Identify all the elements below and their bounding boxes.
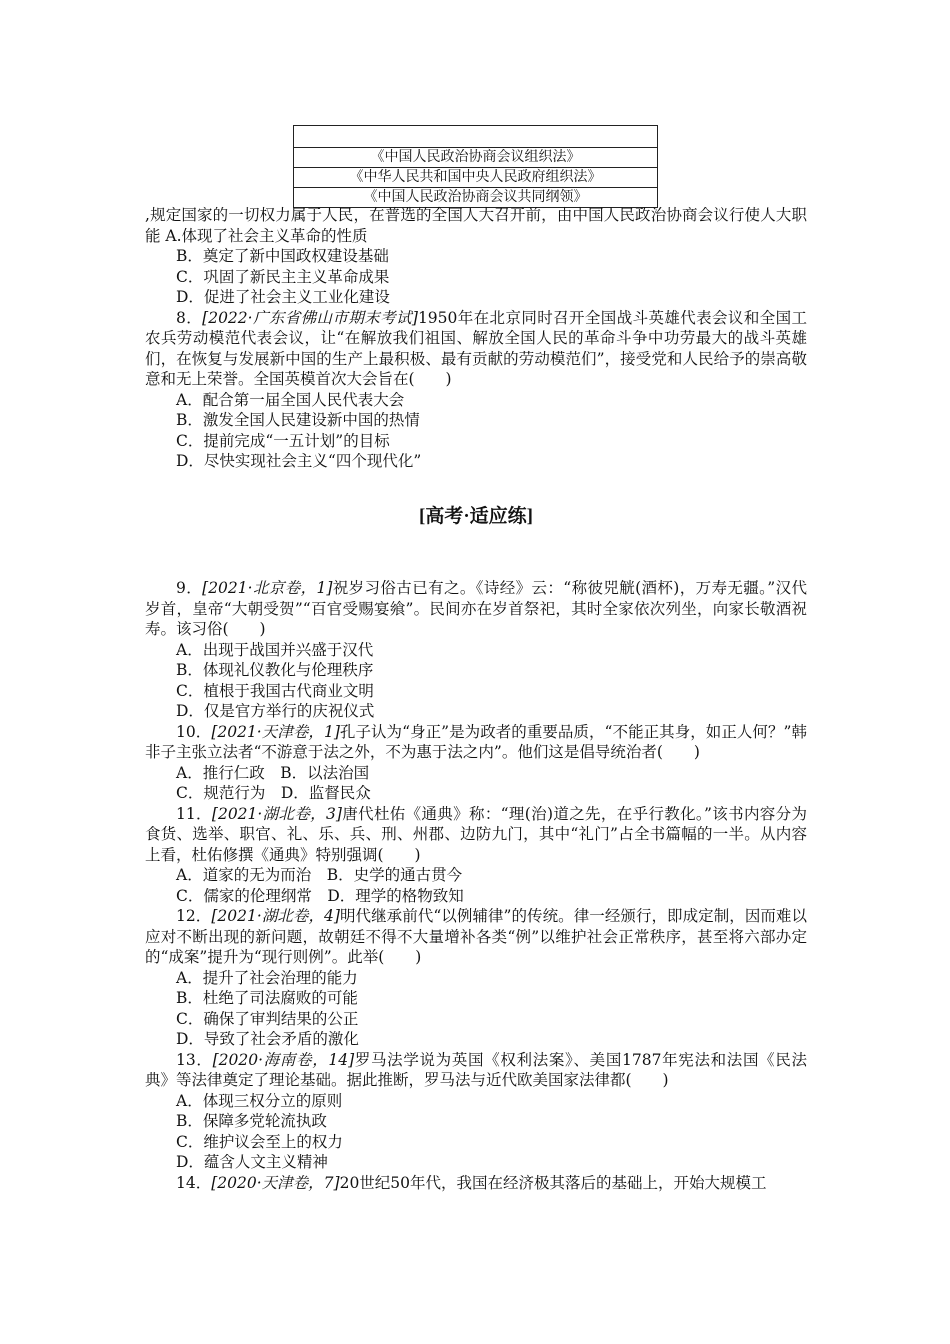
q12-option-a: A．提升了社会治理的能力 [176,968,358,987]
q11-option-ab: A．道家的无为而治 B．史学的通古贯今 [176,866,463,884]
q11-option-cd: C．儒家的伦理纲常 D．理学的格物致知 [176,886,464,905]
q13-stem [145,1050,807,1091]
question-content [145,205,807,1193]
q10-option-cd: C．规范行为 D．监督民众 [176,784,371,802]
q8-option-c: C．提前完成“一五计划”的目标 [176,431,390,450]
table-row: 《中华人民共和国中央人民政府组织法》 [294,167,657,187]
q12-option-d: D．导致了社会矛盾的激化 [176,1030,359,1048]
q8-option-b: B．激发全国人民建设新中国的热情 [176,411,420,429]
section-title: [高考·适应练] [419,505,533,527]
q9-text: 祝岁习俗古已有之。《诗经》云：“称彼兕觥(酒杯)，万寿无疆。”汉代岁首，皇帝“大朝受贺”“百官受赐宴飨”。民间亦在岁首祭祀，其时全家依次列坐，向家长敬酒祝寿。该习俗( ) [145,579,807,638]
q9-source: [2021·北京卷，1] [202,579,333,597]
q13-option-b: B．保障多党轮流执政 [176,1112,327,1130]
q8-option-a: A．配合第一届全国人民代表大会 [176,390,405,409]
q7-option-b: B．奠定了新中国政权建设基础 [176,247,389,265]
table-header-row [294,126,657,147]
q14-source: [2020·天津卷，7] [211,1173,340,1192]
q9-option-d: D．仅是官方举行的庆祝仪式 [176,702,375,720]
q12-source: [2021·湖北卷，4] [211,907,340,925]
q9-number: 9． [176,579,203,597]
q12-number: 12． [176,907,212,925]
q11-text: 唐代杜佑《通典》称：“理(治)道之先，在乎行教化。”该书内容分为食货、选举、职官、礼、乐、兵、刑、州郡、边防九门，其中“礼门”占全书篇幅的一半。从内容上看，杜佑修撰《通典》特别强调( ) [145,804,807,864]
q9-option-b: B．体现礼仪教化与伦理秩序 [176,661,374,679]
q8-stem [145,308,807,390]
q8-source: [2022·广东省佛山市期末考试] [202,308,418,327]
q13-number: 13． [176,1050,213,1069]
q11-stem [145,804,807,866]
q10-text: 孔子认为“身正”是为政者的重要品质，“不能正其身，如正人何？”韩非子主张立法者“不游意于法之外，不为惠于法之内”。他们这是倡导统治者( ) [145,722,807,761]
q10-number: 10． [176,722,212,741]
q10-option-ab: A．推行仁政 B．以法治国 [176,763,370,782]
q12-text: 明代继承前代“以例辅律”的传统。律一经颁行，即成定制，因而难以应对不断出现的新问题，故朝廷不得不大量增补各类“例”以维护社会正常秩序，甚至将六部办定的“成案”提升为“现行则例”。此举( ) [145,907,807,966]
q9-option-c: C．植根于我国古代商业文明 [176,681,374,700]
table-row: 《中国人民政治协商会议组织法》 [294,147,657,167]
q8-number: 8． [176,308,203,327]
q12-stem [145,906,807,968]
q12-option-c: C．确保了审判结果的公正 [176,1009,359,1028]
q14-stem [145,1173,807,1194]
q8-text: 1950年在北京同时召开全国战斗英雄代表会议和全国工农兵劳动模范代表会议，让“在解放我们祖国、解放全国人民的革命斗争中功劳最大的战斗英雄们，在恢复与发展新中国的生产上最积极、最有贡献的劳动模范们”，接受党和人民给予的崇高敬意和无上荣誉。全国英模首次大会旨在( ) [145,308,807,388]
q13-option-d: D．蕴含人文主义精神 [176,1153,328,1171]
q12-option-b: B．杜绝了司法腐败的可能 [176,989,358,1007]
q13-text: 罗马法学说为英国《权利法案》、美国1787年宪法和法国《民法典》等法律奠定了理论基础。据此推断，罗马法与近代欧美国家法律都( ) [145,1050,807,1089]
q9-stem [145,578,807,640]
q14-text: 20世纪50年代，我国在经济极其落后的基础上，开始大规模工 [339,1173,767,1192]
q11-source: [2021·湖北卷，3] [211,804,342,823]
q9-option-a: A．出现于战国并兴盛于汉代 [176,640,374,659]
q14-number: 14． [176,1173,212,1192]
q13-source: [2020·海南卷，14] [212,1050,355,1069]
q13-option-c: C．维护议会至上的权力 [176,1132,343,1151]
law-table [293,125,658,208]
q8-option-d: D．尽快实现社会主义“四个现代化” [176,452,422,470]
q7-option-d: D．促进了社会主义工业化建设 [176,288,390,306]
q10-stem [145,722,807,763]
table-row: 《中国人民政治协商会议共同纲领》 [294,187,657,207]
q13-option-a: A．体现三权分立的原则 [176,1091,343,1110]
q11-number: 11． [176,804,212,823]
q7-stem: ,规定国家的一切权力属于人民，在普选的全国人大召开前，由中国人民政治协商会议行使人大职能 A.体现了社会主义革命的性质 [145,206,807,245]
q10-source: [2021·天津卷，1] [211,722,340,741]
q7-option-c: C．巩固了新民主主义革命成果 [176,267,390,286]
